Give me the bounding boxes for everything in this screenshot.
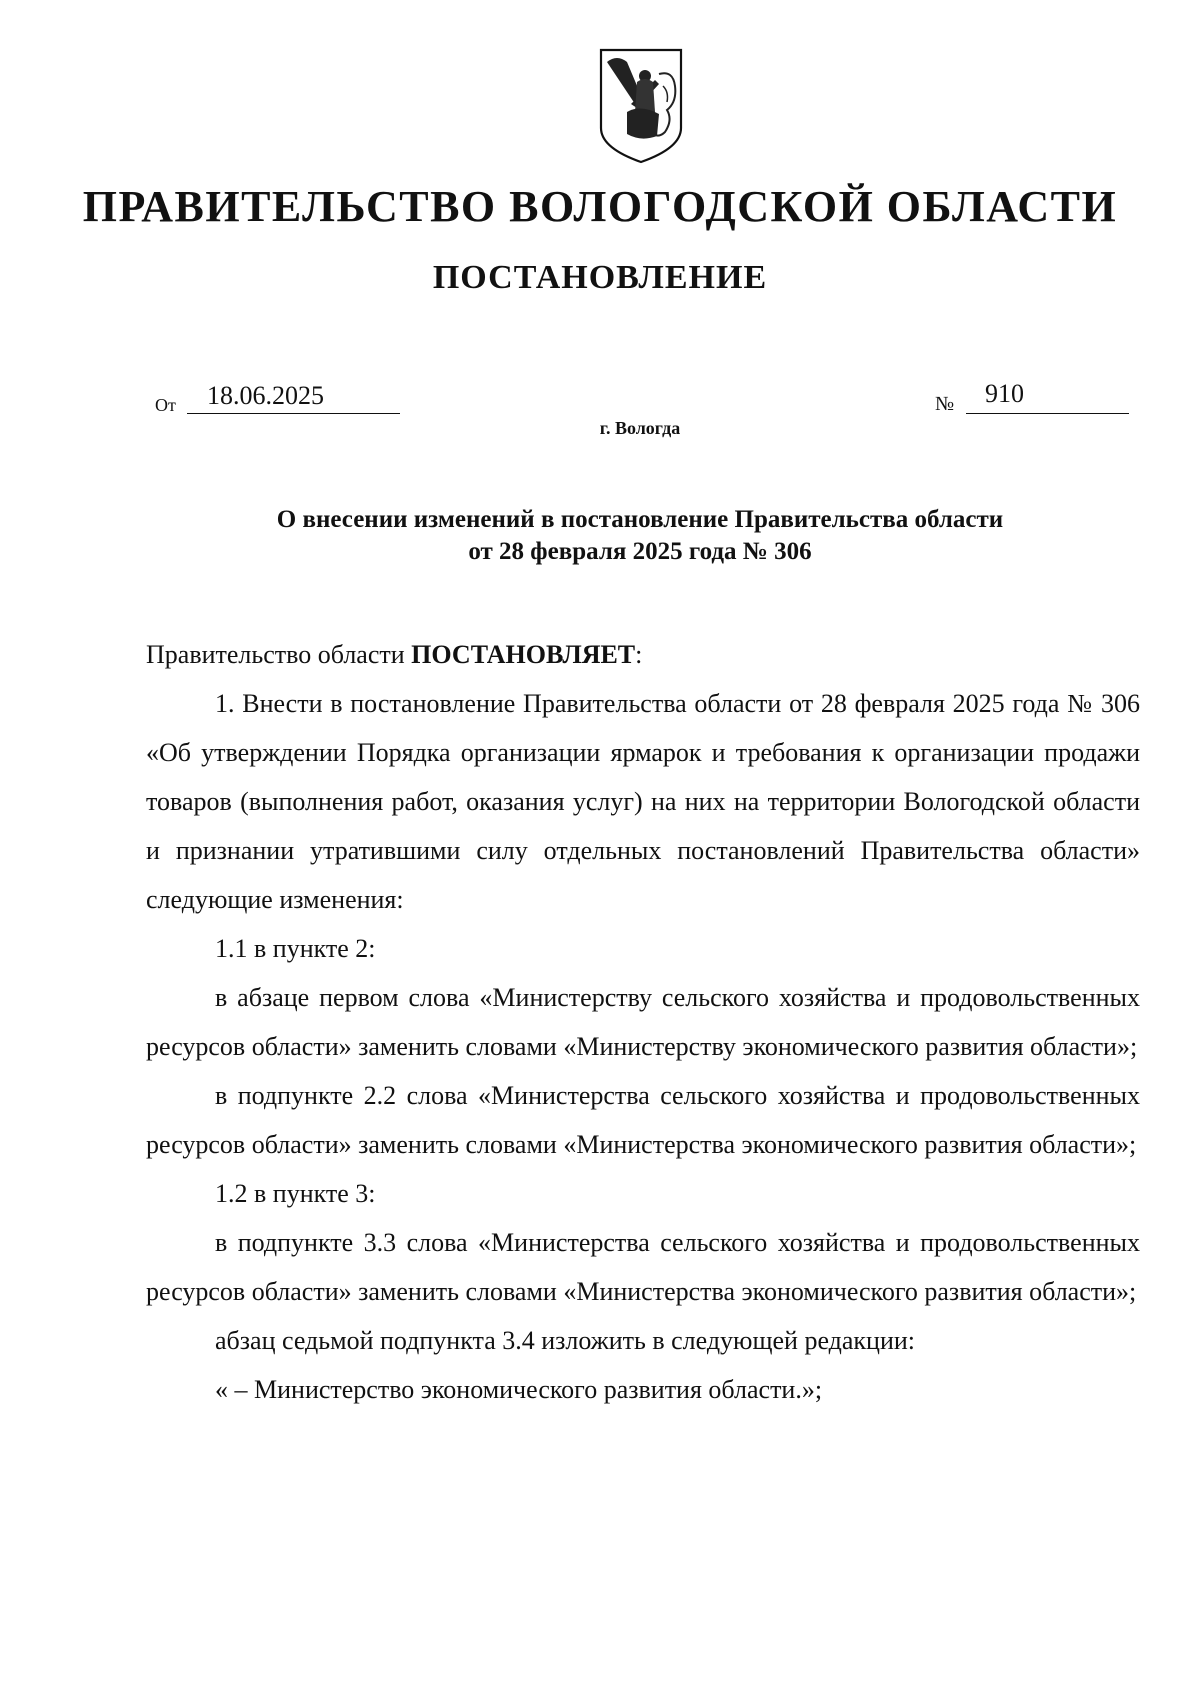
government-title: ПРАВИТЕЛЬСТВО ВОЛОГОДСКОЙ ОБЛАСТИ bbox=[82, 182, 1118, 231]
number-label: № bbox=[935, 393, 955, 415]
paragraph: в абзаце первом слова «Министерству сельского хозяйства и продовольственных ресурсов области» заменить словами «Министерству экономического развития области»; bbox=[146, 983, 1140, 1061]
date-label: От bbox=[155, 395, 176, 415]
document-body bbox=[146, 630, 1140, 1414]
paragraph: в подпункте 3.3 слова «Министерства сельского хозяйства и продовольственных ресурсов области» заменить словами «Министерства экономического развития области»; bbox=[146, 1228, 1140, 1306]
paragraph: 1. Внести в постановление Правительства области от 28 февраля 2025 года № 306 «Об утверждении Порядка организации ярмарок и требования к организации продажи товаров (выполнения работ, оказания услуг) на них на территории Вологодской области и признании утратившими силу отдельных постановлений Правительства области» следующие изменения: bbox=[146, 689, 1140, 914]
city: г. Вологда bbox=[599, 418, 681, 438]
resolution-lead bbox=[146, 630, 1140, 679]
paragraph: абзац седьмой подпункта 3.4 изложить в следующей редакции: bbox=[215, 1326, 916, 1355]
document-meta bbox=[0, 379, 1200, 423]
document-date: 18.06.2025 bbox=[207, 381, 324, 410]
paragraph: 1.1 в пункте 2: bbox=[215, 934, 376, 963]
lead-text: Правительство области bbox=[146, 640, 412, 669]
document-number: 910 bbox=[985, 379, 1024, 408]
paragraph: « – Министерство экономического развития области.»; bbox=[215, 1375, 823, 1404]
document-type: ПОСТАНОВЛЕНИЕ bbox=[432, 259, 768, 296]
date-field bbox=[187, 383, 400, 414]
number-field bbox=[966, 379, 1129, 414]
lead-colon: : bbox=[635, 640, 643, 669]
subject-line: от 28 февраля 2025 года № 306 bbox=[468, 538, 812, 565]
document-subject bbox=[150, 504, 1130, 568]
lead-keyword: ПОСТАНОВЛЯЕТ bbox=[411, 640, 636, 669]
paragraph: 1.2 в пункте 3: bbox=[215, 1179, 376, 1208]
vologda-coat-of-arms-icon bbox=[597, 46, 685, 166]
subject-line: О внесении изменений в постановление Правительства области bbox=[276, 506, 1004, 533]
paragraph: в подпункте 2.2 слова «Министерства сельского хозяйства и продовольственных ресурсов области» заменить словами «Министерства экономического развития области»; bbox=[146, 1081, 1140, 1159]
